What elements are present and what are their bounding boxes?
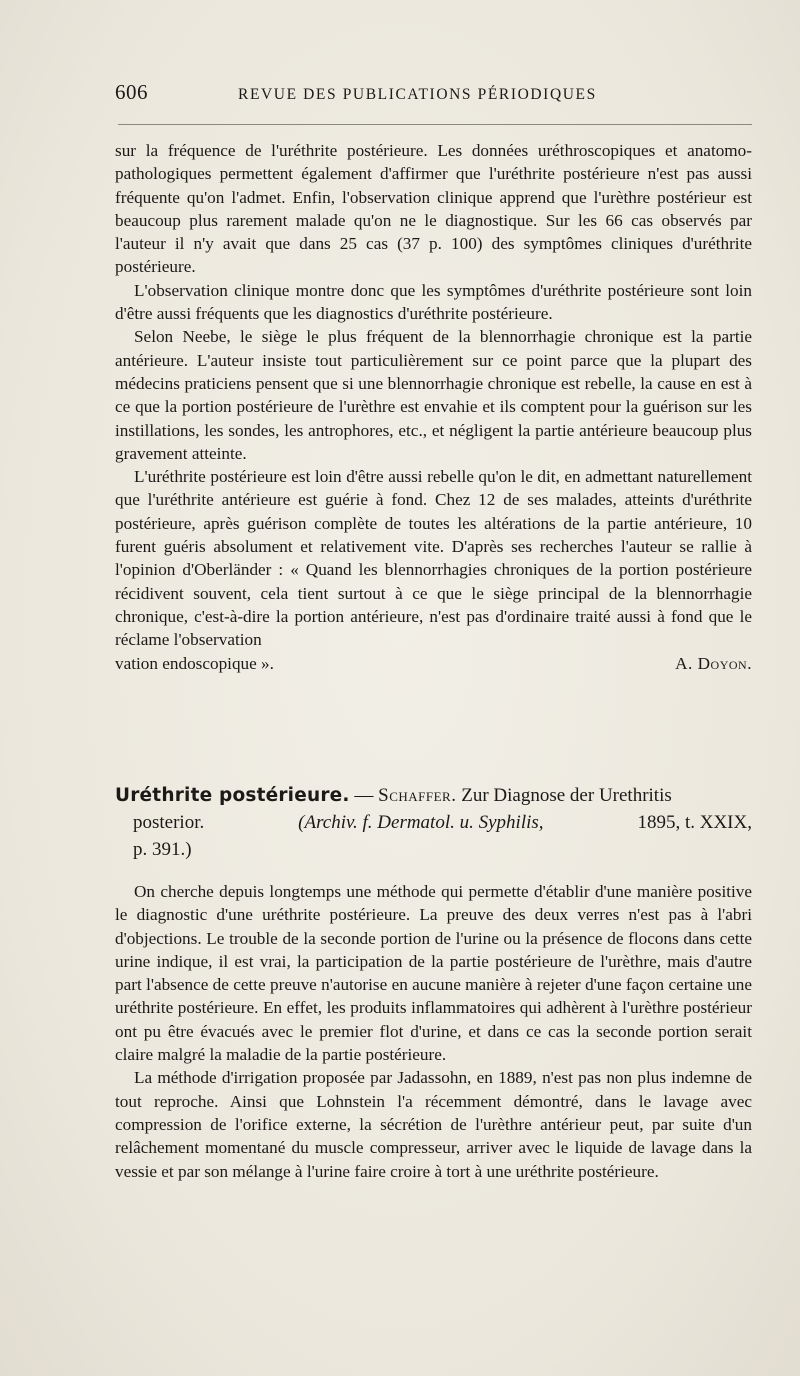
article-1-paragraph: L'observation clinique montre donc que les symptômes d'uréthrite postérieure sont loin d'être aussi fréquents que les diagnostics d'uréthrite postérieure. — [115, 280, 752, 324]
journal-title: REVUE DES PUBLICATIONS PÉRIODIQUES — [238, 86, 597, 103]
signature-line — [115, 652, 752, 675]
article-2-paragraph: La méthode d'irrigation proposée par Jadassohn, en 1889, n'est pas non plus indemne de tout reproche. Ainsi que Lohnstein l'a récemment démontré, dans le lavage avec compression de l'orifice externe, la sécrétion de l'urèthre antérieur peut, par suite d'un relâchement momentané du muscle compresseur, arriver avec le liquide de lavage dans la vessie et par son mélange à l'urine faire croire à tort à une uréthrite postérieure. — [115, 1068, 752, 1181]
article-2-journal: (Archiv. f. Dermatol. u. Syphilis, — [298, 812, 544, 833]
running-head — [115, 80, 752, 110]
article-2-title-part2: posterior. — [133, 812, 205, 833]
article-1-paragraph: Selon Neebe, le siège le plus fréquent de la blennorrhagie chronique est la partie antérieure. L'auteur insiste tout particulièrement sur ce point parce que la plupart des médecins praticiens pensent que si une blennorrhagie chronique est rebelle, la cause en est à ce que la portion postérieure de l'urèthre est envahie et ils comptent pour la guérison sur les instillations, les sondes, les antrophores, etc., et négligent la partie antérieure beaucoup plus gravement atteinte. — [115, 327, 752, 463]
article-2-subject: Uréthrite postérieure. — [115, 785, 350, 806]
article-2-title-part1: Zur Diagnose der Urethritis — [461, 785, 672, 806]
article-2-heading — [115, 782, 752, 863]
article-2-paragraph: On cherche depuis longtemps une méthode qui permette d'établir d'une manière positive le diagnostic d'une uréthrite postérieure. La preuve des deux verres n'est pas à l'abri d'objections. Le trouble de la seconde portion de l'urine ou la présence de flocons dans cette urine indique, il est vrai, la participation de la partie postérieure de l'urèthre, mais d'autre part l'absence de cette preuve n'autorise en aucune manière à rejeter d'une façon certaine une uréthrite postérieure. En effet, les produits inflammatoires qui adhèrent à l'urèthre postérieur ont pu être évacués avec le premier flot d'urine, et dans ce cas la seconde portion serait claire malgré la maladie de la partie postérieure. — [115, 882, 752, 1065]
heading-dash: — — [354, 785, 374, 806]
article-1-body — [115, 139, 752, 675]
article-1-paragraph: sur la fréquence de l'uréthrite postérieure. Les données uréthroscopiques et anatomo-pathologiques permettent également d'affirmer que l'uréthrite postérieure n'est pas aussi fréquente qu'on l'admet. Enfin, l'observation clinique apprend que l'urèthre postérieur est beaucoup plus rarement malade qu'on ne le diagnostique. Sur les 66 cas observés par l'auteur il n'y avait que dans 25 cas (37 p. 100) des symptômes cliniques d'uréthrite postérieure. — [115, 141, 752, 277]
signature: A. Doyon. — [675, 653, 752, 673]
article-2-body — [115, 880, 752, 1183]
article-1-paragraph: L'uréthrite postérieure est loin d'être aussi rebelle qu'on le dit, en admettant naturellement que l'uréthrite antérieure est guérie à fond. Chez 12 de ses malades, atteints d'uréthrite postérieure, après guérison complète de toutes les altérations de la partie antérieure, 10 furent guéris absolument et relativement vite. D'après ses recherches l'auteur se rallie à l'opinion d'Oberländer : « Quand les blennorrhagies chroniques de la portion postérieure récidivent souvent, cela tient surtout à ce que le siège principal de la blennorrhagie chronique, c'est-à-dire la portion antérieure, n'est pas d'ordinaire traité aussi à fond que le réclame l'observation — [115, 467, 752, 650]
header-rule — [118, 124, 752, 125]
last-line-text: vation endoscopique ». — [115, 653, 274, 673]
article-2-author: Schaffer. — [378, 785, 457, 806]
article-2-year-volume: 1895, t. XXIX, — [637, 812, 752, 833]
page-number: 606 — [115, 80, 148, 104]
article-2-pages: p. 391.) — [133, 839, 192, 860]
